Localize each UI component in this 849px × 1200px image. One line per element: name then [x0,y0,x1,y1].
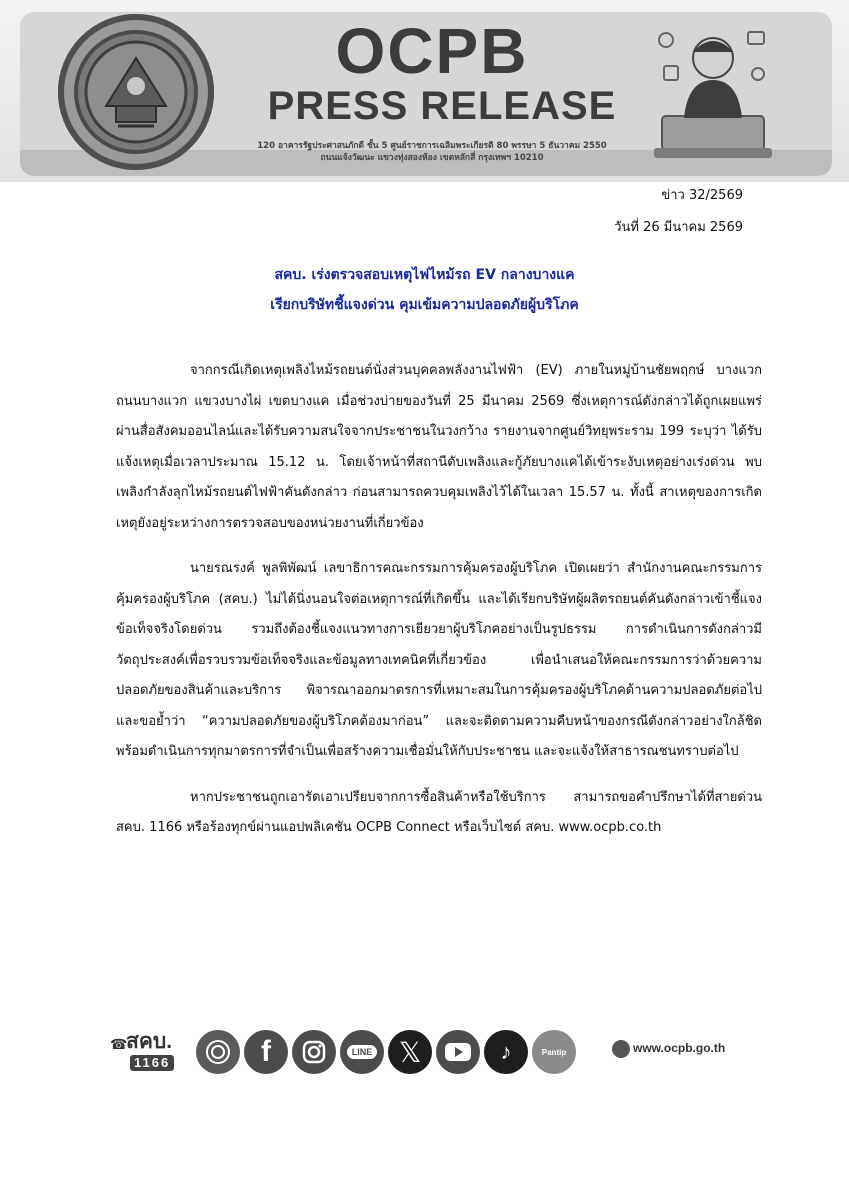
office-address [222,140,642,164]
hotline-number: 1166 [130,1055,174,1071]
news-number: ข่าว 32/2569 [661,188,743,203]
facebook-icon[interactable]: f [244,1030,288,1074]
ocpb-app-icon[interactable] [196,1030,240,1074]
pantip-icon[interactable] [532,1030,576,1074]
hotline-name: สคบ. [126,1030,173,1053]
website-url: www.ocpb.go.th [633,1041,726,1056]
youtube-icon[interactable] [436,1030,480,1074]
line-label: LINE [347,1045,378,1059]
tiktok-icon[interactable]: ♪ [484,1030,528,1074]
brand-subtitle: PRESS RELEASE [267,84,617,128]
body-paragraph-1: จากกรณีเกิดเหตุเพลิงไหม้รถยนต์นั่งส่วนบุคคลพลังงานไฟฟ้า (EV) ภายในหมู่บ้านชัยพฤกษ์ บางแวก ถนนบางแวก แขวงบางไผ่ เขตบางแค เมื่อช่วงบ่ายของวันที่ 25 มีนาคม 2569 ซึ่งเหตุการณ์ดังกล่าวได้ถูกเผยแพร่ผ่านสื่อสังคมออนไลน์และได้รับความสนใจจากประชาชนในวงกว้าง รายงานจากศูนย์วิทยุพระราม 199 ระบุว่า ได้รับแจ้งเหตุเมื่อเวลาประมาณ 15.12 น. โดยเจ้าหน้าที่สถานีดับเพลิงและกู้ภัยบางแคได้เข้าระงับเหตุอย่างเร่งด่วน พบเพลิงกำลังลุกไหม้รถยนต์ไฟฟ้าคันดังกล่าว ก่อนสามารถควบคุมเพลิงไว้ได้ในเวลา 15.57 น. ทั้งนี้ สาเหตุของการเกิดเหตุยังอยู่ระหว่างการตรวจสอบของหน่วยงานที่เกี่ยวข้อง [116,363,762,531]
hotline-logo[interactable] [110,1030,190,1074]
body-paragraph-2: นายรณรงค์ พูลพิพัฒน์ เลขาธิการคณะกรรมการคุ้มครองผู้บริโภค เปิดเผยว่า สำนักงานคณะกรรมการคุ้มครองผู้บริโภค (สคบ.) ไม่ได้นิ่งนอนใจต่อเหตุการณ์ที่เกิดขึ้น และได้เรียกบริษัทผู้ผลิตรถยนต์คันดังกล่าวเข้าชี้แจงข้อเท็จจริงโดยด่วน รวมถึงต้องชี้แจงแนวทางการเยียวยาผู้บริโภคอย่างเป็นรูปธรรม การดำเนินการดังกล่าวมีวัตถุประสงค์เพื่อรวบรวมข้อเท็จจริงและข้อมูลทางเทคนิคที่เกี่ยวข้อง เพื่อนำเสนอให้คณะกรรมการว่าด้วยความปลอดภัยของสินค้าและบริการ พิจารณาออกมาตรการที่เหมาะสมในการคุ้มครองผู้บริโภคด้านความปลอดภัยต่อไป และขอย้ำว่า “ความปลอดภัยของผู้บริโภคต้องมาก่อน” และจะติดตามความคืบหน้าของกรณีดังกล่าวอย่างใกล้ชิด พร้อมดำเนินการทุกมาตรการที่จำเป็นเพื่อสร้างความเชื่อมั่นให้กับประชาชน และจะแจ้งให้สาธารณชนทราบต่อไป [116,561,762,759]
phone-icon: ☎ [110,1036,128,1052]
website-link[interactable] [612,1040,725,1058]
address-line-1: 120 อาคารรัฐประศาสนภักดี ชั้น 5 ศูนย์ราชการเฉลิมพระเกียรติ 80 พรรษา 5 ธันวาคม 2550 [257,141,607,151]
ocpb-seal-logo [58,14,214,170]
article-body [116,356,762,859]
brand-title: OCPB [335,15,529,87]
body-paragraph-3: หากประชาชนถูกเอารัดเอาเปรียบจากการซื้อสินค้าหรือใช้บริการ สามารถขอคำปรึกษาได้ที่สายด่วน สคบ. 1166 หรือร้องทุกข์ผ่านแอปพลิเคชัน OCPB Connect หรือเว็บไซต์ สคบ. www.ocpb.co.th [116,789,762,835]
press-release-header [0,0,849,182]
globe-icon [612,1040,630,1058]
headline-line-1: สคบ. เร่งตรวจสอบเหตุไฟไหม้รถ EV กลางบางแค [274,267,575,283]
line-icon[interactable] [340,1030,384,1074]
pantip-label: Pantip [532,1030,576,1074]
mascot-illustration [648,18,778,172]
instagram-icon[interactable] [292,1030,336,1074]
headline-line-2: เรียกบริษัทชี้แจงด่วน คุมเข้มความปลอดภัยผู้บริโภค [270,297,579,313]
brand-block [232,15,632,128]
x-twitter-icon[interactable]: 𝕏 [388,1030,432,1074]
address-line-2: ถนนแจ้งวัฒนะ แขวงทุ่งสองห้อง เขตหลักสี่ กรุงเทพฯ 10210 [320,153,544,163]
release-date: วันที่ 26 มีนาคม 2569 [614,220,743,235]
footer-contact-bar [110,1022,750,1082]
